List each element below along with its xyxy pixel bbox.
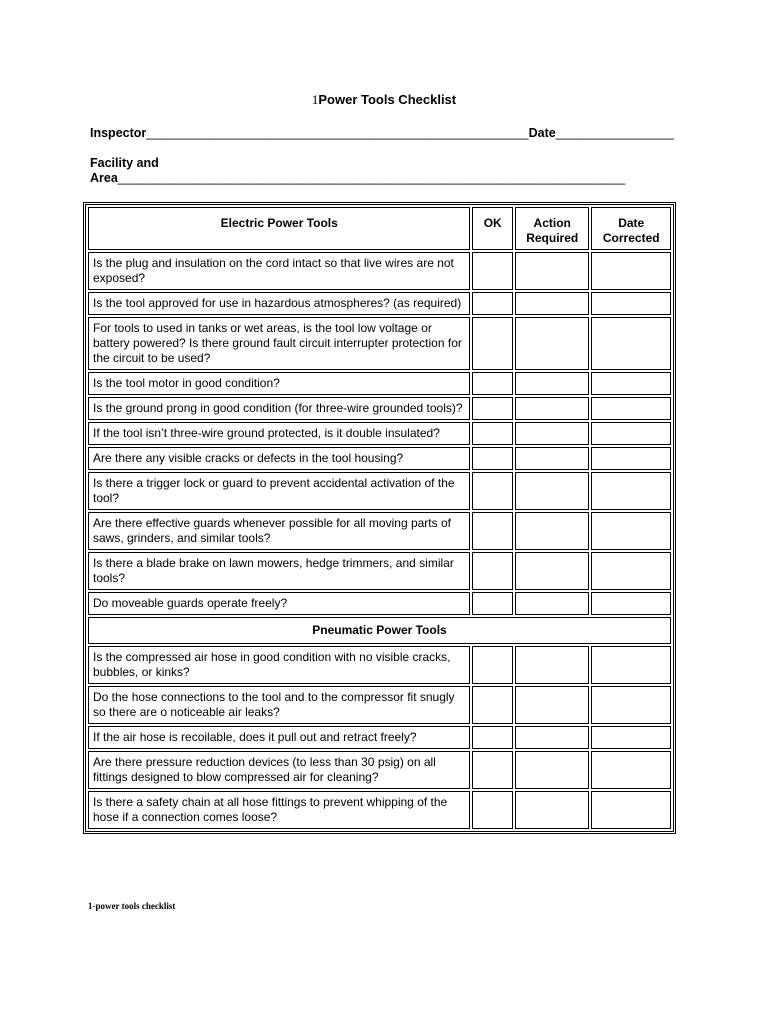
date-corrected-cell[interactable]	[591, 252, 671, 290]
action-required-cell[interactable]	[515, 726, 590, 749]
pneumatic-item-row	[88, 686, 671, 724]
ok-cell[interactable]	[472, 372, 513, 395]
header-row	[88, 207, 671, 250]
header-date-corrected: Date Corrected	[591, 207, 671, 250]
action-required-cell[interactable]	[515, 292, 590, 315]
checklist-question: Are there effective guards whenever possible for all moving parts of saws, grinders, and similar tools?	[88, 512, 470, 550]
ok-cell[interactable]	[472, 791, 513, 829]
electric-item-row	[88, 252, 671, 290]
ok-cell[interactable]	[472, 252, 513, 290]
electric-item-row	[88, 422, 671, 445]
checklist-question: For tools to used in tanks or wet areas, is the tool low voltage or battery powered? Is there ground fault circuit interrupter protection for the circuit to be used?	[88, 317, 470, 370]
checklist-question: Is the plug and insulation on the cord intact so that live wires are not exposed?	[88, 252, 470, 290]
date-corrected-cell[interactable]	[591, 552, 671, 590]
pneumatic-item-row	[88, 646, 671, 684]
electric-item-row	[88, 317, 671, 370]
electric-item-row	[88, 292, 671, 315]
date-corrected-cell[interactable]	[591, 372, 671, 395]
header-electric-power-tools: Electric Power Tools	[88, 207, 470, 250]
pneumatic-item-row	[88, 726, 671, 749]
date-corrected-cell[interactable]	[591, 447, 671, 470]
action-required-cell[interactable]	[515, 552, 590, 590]
pneumatic-section	[88, 617, 671, 644]
action-required-cell[interactable]	[515, 751, 590, 789]
ok-cell[interactable]	[472, 292, 513, 315]
area-line	[90, 171, 625, 185]
ok-cell[interactable]	[472, 686, 513, 724]
ok-cell[interactable]	[472, 512, 513, 550]
checklist-question: Is the ground prong in good condition (for three-wire grounded tools)?	[88, 397, 470, 420]
date-corrected-cell[interactable]	[591, 592, 671, 615]
inspector-label: Inspector	[90, 126, 147, 140]
facility-label: Facility and	[90, 156, 159, 170]
electric-items	[88, 252, 671, 615]
date-corrected-cell[interactable]	[591, 726, 671, 749]
area-label: Area	[90, 171, 118, 185]
checklist-question: Is the tool approved for use in hazardous atmospheres? (as required)	[88, 292, 470, 315]
pneumatic-item-row	[88, 751, 671, 789]
date-field[interactable]: _________________	[555, 126, 674, 140]
pneumatic-item-row	[88, 791, 671, 829]
action-required-cell[interactable]	[515, 422, 590, 445]
checklist-question: Do moveable guards operate freely?	[88, 592, 470, 615]
checklist-table	[83, 202, 676, 834]
action-required-cell[interactable]	[515, 592, 590, 615]
checklist-question: Do the hose connections to the tool and to the compressor fit snugly so there are o noticeable air leaks?	[88, 686, 470, 724]
pneumatic-header-row	[88, 617, 671, 644]
electric-item-row	[88, 592, 671, 615]
action-required-cell[interactable]	[515, 512, 590, 550]
action-required-cell[interactable]	[515, 252, 590, 290]
date-label: Date	[528, 126, 556, 140]
date-corrected-cell[interactable]	[591, 472, 671, 510]
date-corrected-cell[interactable]	[591, 646, 671, 684]
page-title	[0, 92, 768, 108]
action-required-cell[interactable]	[515, 372, 590, 395]
date-corrected-cell[interactable]	[591, 751, 671, 789]
checklist-question: If the tool isn’t three-wire ground protected, is it double insulated?	[88, 422, 470, 445]
action-required-cell[interactable]	[515, 317, 590, 370]
checklist-question: Is the tool motor in good condition?	[88, 372, 470, 395]
electric-item-row	[88, 447, 671, 470]
checklist-question: Are there any visible cracks or defects in the tool housing?	[88, 447, 470, 470]
ok-cell[interactable]	[472, 552, 513, 590]
checklist-question: Is there a trigger lock or guard to prevent accidental activation of the tool?	[88, 472, 470, 510]
date-corrected-cell[interactable]	[591, 397, 671, 420]
ok-cell[interactable]	[472, 592, 513, 615]
checklist-question: If the air hose is recoilable, does it pull out and retract freely?	[88, 726, 470, 749]
date-corrected-cell[interactable]	[591, 292, 671, 315]
ok-cell[interactable]	[472, 397, 513, 420]
action-required-cell[interactable]	[515, 791, 590, 829]
checklist-question: Is there a blade brake on lawn mowers, hedge trimmers, and similar tools?	[88, 552, 470, 590]
date-corrected-cell[interactable]	[591, 512, 671, 550]
date-corrected-cell[interactable]	[591, 686, 671, 724]
action-required-cell[interactable]	[515, 447, 590, 470]
header-ok: OK	[472, 207, 513, 250]
action-required-cell[interactable]	[515, 646, 590, 684]
checklist-question: Is the compressed air hose in good condition with no visible cracks, bubbles, or kinks?	[88, 646, 470, 684]
electric-item-row	[88, 472, 671, 510]
ok-cell[interactable]	[472, 422, 513, 445]
area-field[interactable]: _________________________________________________________________________	[117, 171, 626, 185]
date-corrected-cell[interactable]	[591, 422, 671, 445]
checklist-question: Are there pressure reduction devices (to less than 30 psig) on all fittings designed to blow compressed air for cleaning?	[88, 751, 470, 789]
electric-item-row	[88, 512, 671, 550]
pneumatic-items	[88, 646, 671, 829]
electric-item-row	[88, 397, 671, 420]
ok-cell[interactable]	[472, 751, 513, 789]
date-corrected-cell[interactable]	[591, 791, 671, 829]
electric-item-row	[88, 372, 671, 395]
inspector-line	[90, 126, 674, 140]
checklist-question: Is there a safety chain at all hose fittings to prevent whipping of the hose if a connection comes loose?	[88, 791, 470, 829]
pneumatic-section-title: Pneumatic Power Tools	[88, 617, 671, 644]
ok-cell[interactable]	[472, 447, 513, 470]
ok-cell[interactable]	[472, 317, 513, 370]
ok-cell[interactable]	[472, 472, 513, 510]
title-number: 1	[311, 92, 319, 107]
action-required-cell[interactable]	[515, 686, 590, 724]
footer-text: 1-power tools checklist	[88, 901, 176, 911]
ok-cell[interactable]	[472, 646, 513, 684]
header-action-required: Action Required	[515, 207, 590, 250]
electric-item-row	[88, 552, 671, 590]
action-required-cell[interactable]	[515, 472, 590, 510]
date-corrected-cell[interactable]	[591, 317, 671, 370]
inspector-field[interactable]: _______________________________________________________	[146, 126, 529, 140]
ok-cell[interactable]	[472, 726, 513, 749]
action-required-cell[interactable]	[515, 397, 590, 420]
title-text: Power Tools Checklist	[318, 92, 457, 107]
